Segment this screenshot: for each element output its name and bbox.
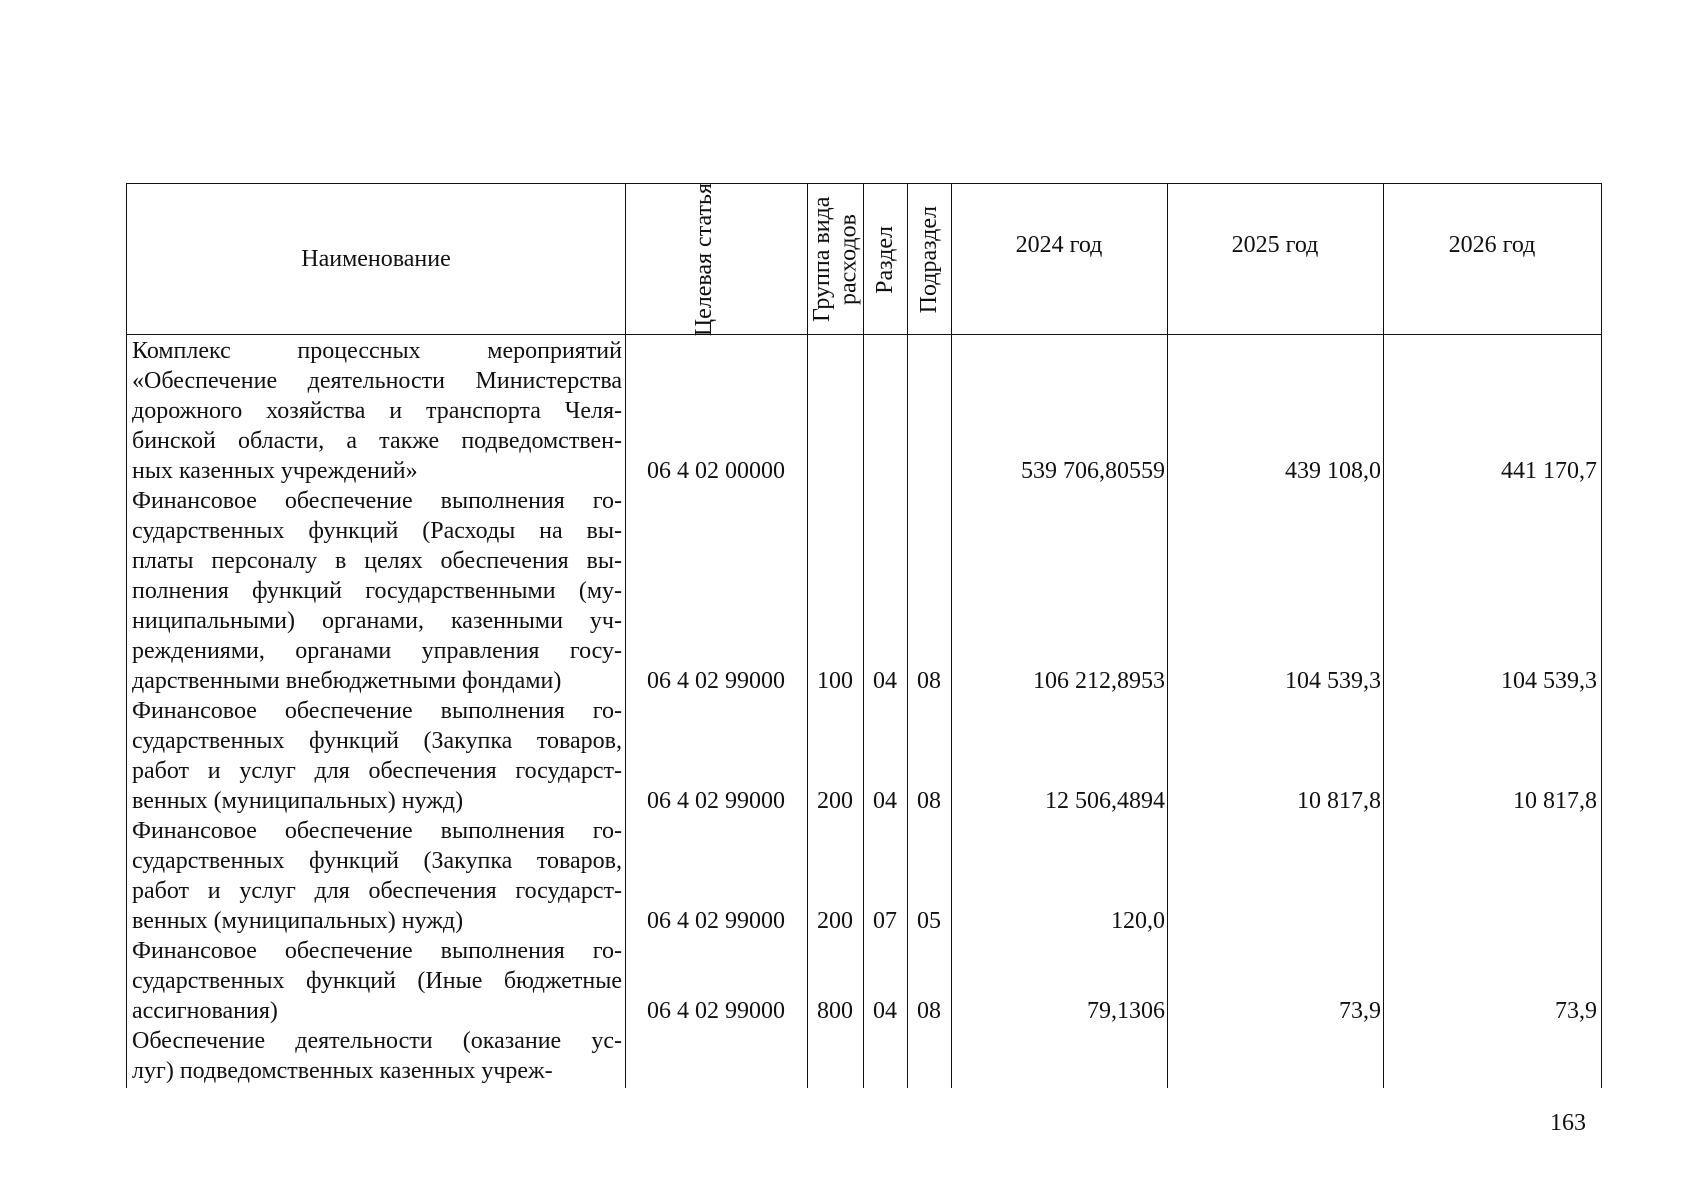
cell-subsection [909, 1056, 949, 1086]
header-2024 [951, 184, 1167, 335]
cell-target-article: 06 4 02 00000 [647, 458, 785, 484]
cell-section: 04 [873, 788, 897, 814]
row-name-line: работ и услуг для обеспечения государст- [132, 758, 622, 784]
cell-2025 [1169, 1056, 1381, 1086]
cell-section [865, 1056, 905, 1086]
row-name-line: сударственных функций (Расходы на вы- [132, 518, 622, 544]
header-target-article [625, 184, 807, 335]
cell-expense-group: 100 [817, 668, 853, 694]
header-2026-text: 2026 год [1448, 232, 1536, 258]
row-name-line: бинской области, а также подведомствен- [132, 428, 622, 454]
cell-subsection [909, 456, 949, 486]
cell-2026 [1385, 1056, 1597, 1086]
cell-section: 07 [873, 908, 897, 934]
header-2025-text: 2025 год [1231, 232, 1319, 258]
header-subsection [907, 184, 951, 335]
cell-2025: 10 817,8 [1297, 788, 1381, 814]
cell-expense-group: 800 [817, 998, 853, 1024]
cell-section: 04 [873, 998, 897, 1024]
cell-2025: 439 108,0 [1285, 458, 1381, 484]
row-name-line: «Обеспечение деятельности Министерства [132, 368, 622, 394]
cell-section [865, 456, 905, 486]
header-section [863, 184, 907, 335]
cell-section: 04 [873, 668, 897, 694]
row-name-line: луг) подведомственных казенных учреж- [132, 1058, 553, 1084]
row-name-line: Финансовое обеспечение выполнения го- [132, 818, 622, 844]
cell-target-article: 06 4 02 99000 [647, 908, 785, 934]
header-expense-group [807, 184, 863, 335]
cell-2026: 73,9 [1555, 998, 1597, 1024]
cell-target-article: 06 4 02 99000 [647, 998, 785, 1024]
cell-2024: 539 706,80559 [1021, 458, 1165, 484]
row-name-line: венных (муниципальных) нужд) [132, 908, 464, 934]
header-2025 [1167, 184, 1383, 335]
cell-2026 [1385, 906, 1597, 936]
header-2026 [1383, 184, 1601, 335]
cell-expense-group [809, 1056, 861, 1086]
header-subsection-text: Подраздел [915, 205, 942, 314]
cell-2025: 104 539,3 [1285, 668, 1381, 694]
header-target-article-text: Целевая статья [691, 182, 717, 337]
header-2024-text: 2024 год [1015, 232, 1103, 258]
row-name-line: Финансовое обеспечение выполнения го- [132, 698, 622, 724]
cell-target-article: 06 4 02 99000 [647, 668, 785, 694]
row-name-line: Финансовое обеспечение выполнения го- [132, 938, 622, 964]
cell-2024: 79,1306 [1087, 998, 1165, 1024]
cell-expense-group [809, 456, 861, 486]
row-name-line: платы персоналу в целях обеспечения вы- [132, 548, 622, 574]
row-name-line: Обеспечение деятельности (оказание ус- [132, 1028, 622, 1054]
budget-table [126, 183, 1602, 1088]
cell-subsection: 08 [917, 788, 941, 814]
cell-2026: 10 817,8 [1513, 788, 1597, 814]
cell-2024: 106 212,8953 [1033, 668, 1165, 694]
header-section-text: Раздел [871, 225, 898, 294]
cell-2026: 104 539,3 [1501, 668, 1597, 694]
cell-2026: 441 170,7 [1501, 458, 1597, 484]
cell-target-article [627, 1056, 805, 1086]
row-name-line: венных (муниципальных) нужд) [132, 788, 464, 814]
cell-subsection: 08 [917, 668, 941, 694]
row-name-line: сударственных функций (Закупка товаров, [132, 728, 622, 754]
row-name-line: сударственных функций (Иные бюджетные [132, 968, 622, 994]
row-name-line: ассигнования) [132, 998, 278, 1024]
cell-subsection: 05 [917, 908, 941, 934]
row-name-line: ниципальными) органами, казенными уч- [132, 608, 622, 634]
header-name-text: Наименование [301, 246, 451, 273]
cell-2024 [953, 1056, 1165, 1086]
cell-2025 [1169, 906, 1381, 936]
row-name-line: Финансовое обеспечение выполнения го- [132, 488, 622, 514]
row-name-line: реждениями, органами управления госу- [132, 638, 622, 664]
header-expense-group-text: Группа вида расходов [809, 196, 862, 323]
cell-2024: 120,0 [1111, 908, 1165, 934]
page-number: 163 [1550, 1110, 1586, 1136]
row-name-line: сударственных функций (Закупка товаров, [132, 848, 622, 874]
row-name-line: полнения функций государственными (му- [132, 578, 622, 604]
cell-expense-group: 200 [817, 908, 853, 934]
cell-2025: 73,9 [1339, 998, 1381, 1024]
header-name [127, 184, 625, 335]
row-name-line: ных казенных учреждений» [132, 458, 418, 484]
cell-2024: 12 506,4894 [1045, 788, 1165, 814]
cell-expense-group: 200 [817, 788, 853, 814]
row-name-line: дорожного хозяйства и транспорта Челя- [132, 398, 622, 424]
cell-target-article: 06 4 02 99000 [647, 788, 785, 814]
row-name-line: дарственными внебюджетными фондами) [132, 668, 562, 694]
cell-subsection: 08 [917, 998, 941, 1024]
row-name-line: Комплекс процессных мероприятий [132, 338, 622, 364]
row-name-line: работ и услуг для обеспечения государст- [132, 878, 622, 904]
